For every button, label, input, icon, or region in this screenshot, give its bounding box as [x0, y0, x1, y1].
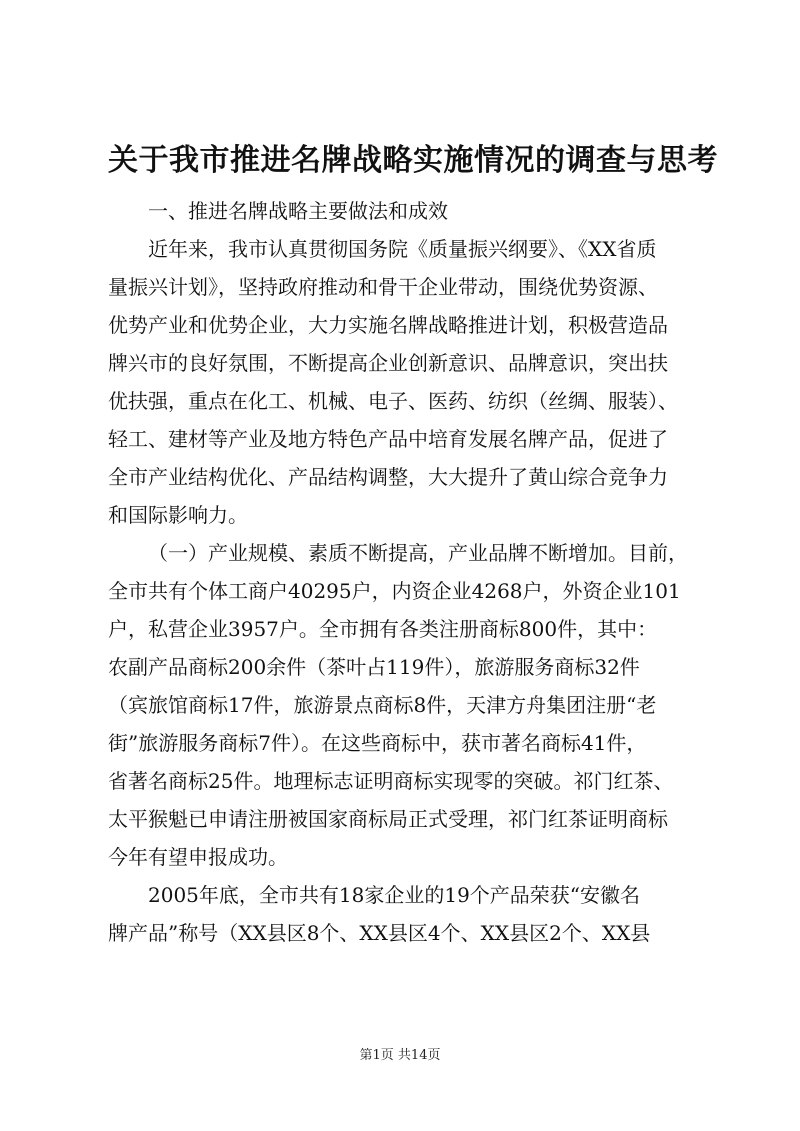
- paragraph-line: 优势产业和优势企业，大力实施名牌战略推进计划，积极营造品: [108, 313, 668, 337]
- paragraph-line: 近年来，我市认真贯彻国务院《质量振兴纲要》、《XX省质: [148, 237, 657, 261]
- paragraph-line: 农副产品商标200余件（茶叶占119件），旅游服务商标32件: [108, 655, 640, 679]
- paragraph-line: 太平猴魁已申请注册被国家商标局正式受理，祁门红茶证明商标: [108, 807, 668, 831]
- page-number-footer: 第1页 共14页: [359, 1048, 441, 1063]
- paragraph-line: 优扶强，重点在化工、机械、电子、医药、纺织（丝绸、服装）、: [108, 389, 678, 413]
- section-heading: 一、推进名牌战略主要做法和成效: [148, 199, 448, 223]
- paragraph-line: 牌产品”称号（XX县区8个、XX县区4个、XX县区2个、XX县: [108, 921, 651, 945]
- paragraph-line: 牌兴市的良好氛围，不断提高企业创新意识、品牌意识，突出扶: [108, 351, 668, 375]
- paragraph-line: （一）产业规模、素质不断提高，产业品牌不断增加。目前，: [148, 541, 688, 565]
- paragraph-line: （宾旅馆商标17件，旅游景点商标8件，天津方舟集团注册“老: [108, 693, 657, 717]
- document-body: [108, 192, 698, 952]
- paragraph-line: 街”旅游服务商标7件）。在这些商标中，获市著名商标41件，: [108, 731, 647, 755]
- paragraph-line: 2005年底，全市共有18家企业的19个产品荣获“安徽名: [148, 883, 641, 907]
- paragraph-line: 全市共有个体工商户40295户，内资企业4268户，外资企业101: [108, 579, 681, 603]
- document-title: 关于我市推进名牌战略实施情况的调查与思考: [108, 143, 718, 178]
- paragraph-line: 轻工、建材等产业及地方特色产品中培育发展名牌产品，促进了: [108, 427, 668, 451]
- paragraph-line: 量振兴计划》，坚持政府推动和骨干企业带动，围绕优势资源、: [108, 275, 658, 299]
- paragraph-line: 和国际影响力。: [108, 503, 248, 527]
- paragraph-line: 省著名商标25件。地理标志证明商标实现零的突破。祁门红茶、: [108, 769, 674, 793]
- paragraph-line: 今年有望申报成功。: [108, 845, 288, 869]
- paragraph-line: 户，私营企业3957户。全市拥有各类注册商标800件，其中：: [108, 617, 658, 641]
- paragraph-line: 全市产业结构优化、产品结构调整，大大提升了黄山综合竞争力: [108, 465, 668, 489]
